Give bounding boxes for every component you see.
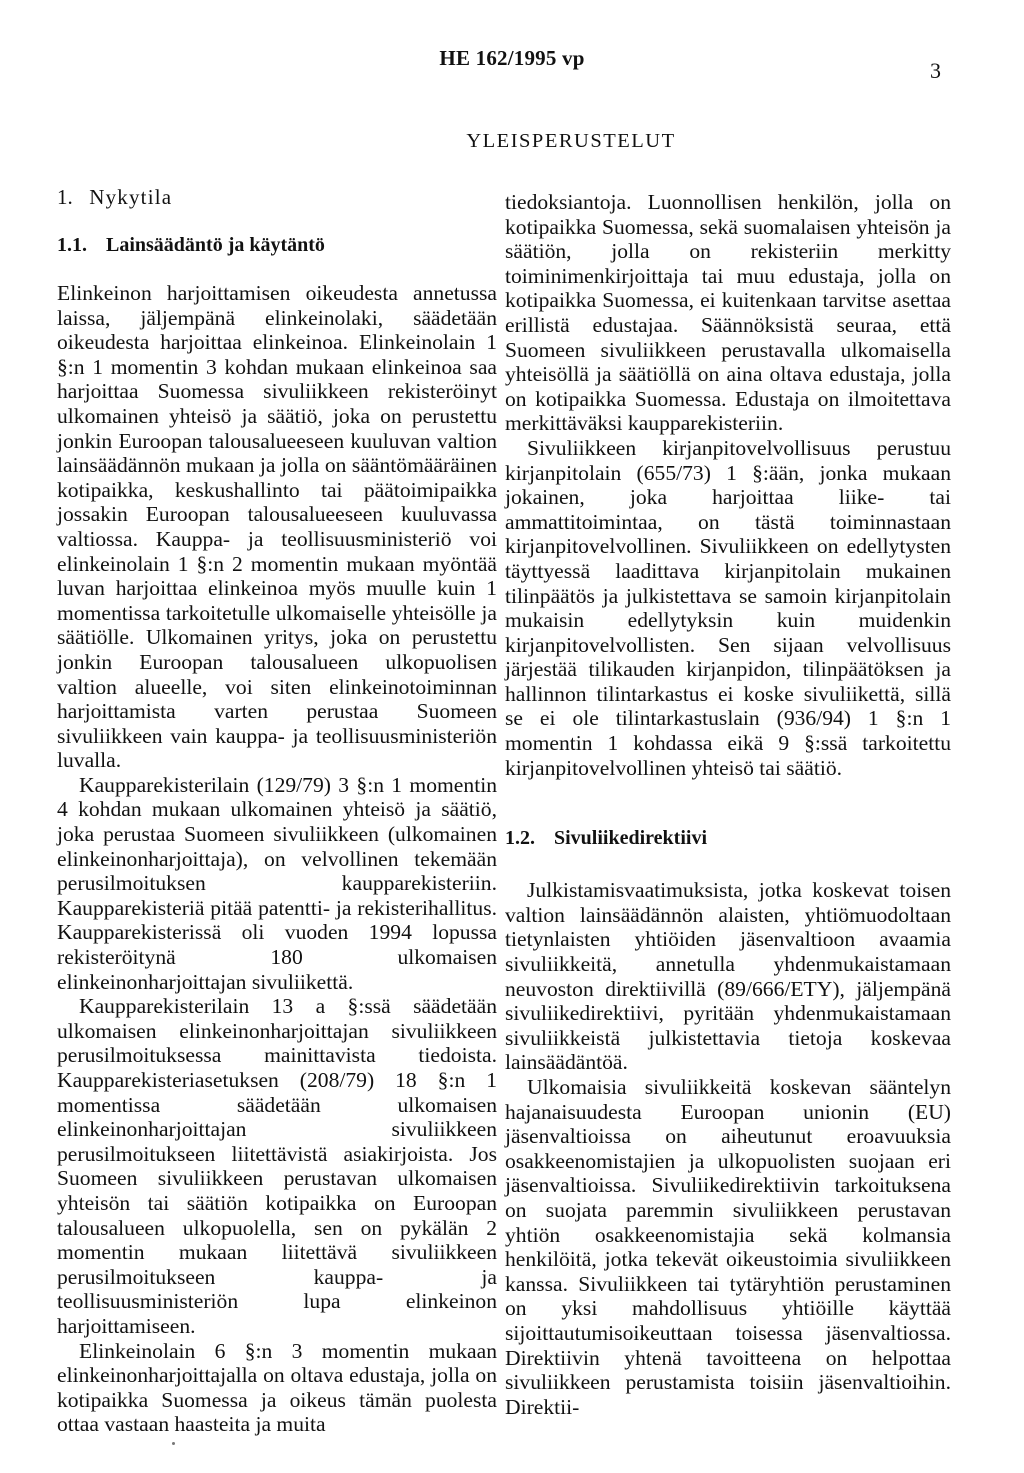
scan-speck bbox=[172, 1442, 175, 1445]
paragraph: Elinkeinon harjoittamisen oikeudesta annetussa laissa, jäljempänä elinkeinolaki, säädetään oikeudesta harjoittaa elinkeinoa. Elinkeinolain 1 §:n 1 momentin 3 kohdan mukaan elinkeinoa saa harjoittaa Suomessa sivuliikkeen rekisteröinyt ulkomainen yhteisö ja säätiö, joka on perustettu jonkin Euroopan talousalueeseen kuuluvan valtion lainsäädännön mukaan ja jolla on sääntömääräinen kotipaikka, keskushallinto tai päätoimipaikka jossakin Euroopan talousalueeseen kuuluvassa valtiossa. Kauppa- ja teollisuusministeriö voi elinkeinolain 1 §:n 2 momentin mukaan myöntää luvan harjoittaa elinkeinoa myös muulle kuin 1 momentissa tarkoitetulle ulkomaiselle yhteisölle ja säätiölle. Ulkomainen yritys, joka on perustettu jonkin Euroopan talousalueen ulkopuolisen valtion alueelle, voi siten elinkeinotoiminnan harjoittamista varten perustaa Suomeen sivuliikkeen vain kauppa- ja teollisuusministeriön luvalla. bbox=[57, 281, 497, 773]
heading-number: 1. bbox=[57, 185, 73, 209]
left-column bbox=[57, 185, 497, 1437]
paragraph: Sivuliikkeen kirjanpitovelvollisuus perustuu kirjanpitolain (655/73) 1 §:ään, jonka mukaan jokainen, joka harjoittaa liike- tai ammattitoimintaa, on tästä toiminnastaan kirjanpitovelvollinen. Sivuliikkeen on edellytysten täyttyessä laadittava kirjanpitolain mukainen tilinpäätös ja julkistettava se samoin kirjanpitolain mukaisin edellytyksin kuin muidenkin kirjanpitovelvollisten. Sen sijaan velvollisuus järjestää tilikauden kirjanpidon, tilinpäätöksen ja hallinnon tilintarkastus ei koske sivuliikettä, sillä se ei ole tilintarkastuslain (936/94) 1 §:n 1 momentin 1 kohdassa eikä 9 §:ssä tarkoitettu kirjanpitovelvollinen yhteisö tai säätiö. bbox=[505, 435, 951, 780]
paragraph: Julkistamisvaatimuksista, jotka koskevat toisen valtion lainsäädännön alaisten, yhtiömuodoltaan tietynlaisten yhtiöiden jäsenvaltioon avaamia sivuliikkeitä, annetulla yhdenmukaistamaan neuvoston direktiivillä (89/666/ETY), jäljempänä sivuliikedirektiivi, pyritään yhdenmukaistamaan sivuliikkeistä julkistettavia tietoja koskevaa lainsäädäntöä. bbox=[505, 878, 951, 1075]
paragraph: Kaupparekisterilain (129/79) 3 §:n 1 momentin 4 kohdan mukaan ulkomainen yhteisö ja säätiö, joka perustaa Suomeen sivuliikkeen (ulkomainen elinkeinonharjoittaja), on velvollinen tekemään perusilmoituksen kaupparekisteriin. Kaupparekisteriä pitää patentti- ja rekisterihallitus. Kaupparekisterissä oli vuoden 1994 lopussa rekisteröitynä 180 ulkomaisen elinkeinonharjoittajan sivuliikettä. bbox=[57, 772, 497, 994]
heading-number: 1.1. bbox=[57, 234, 87, 256]
right-column bbox=[505, 190, 951, 1419]
heading-nykytila bbox=[57, 185, 497, 209]
heading-title: Sivuliikedirektiivi bbox=[554, 827, 707, 850]
heading-sivuliikedirektiivi bbox=[505, 826, 951, 850]
running-head: HE 162/1995 vp bbox=[439, 46, 585, 70]
heading-title: Nykytila bbox=[89, 185, 173, 209]
page-number: 3 bbox=[930, 58, 941, 83]
paragraph: Ulkomaisia sivuliikkeitä koskevan sääntelyn hajanaisuudesta Euroopan unionin (EU) jäsenvaltioissa on aiheutunut eroavuuksia osakkeenomistajien ja ulkopuolisten suojaan eri jäsenvaltioissa. Sivuliikedirektiivin tarkoituksena on suojata paremmin sivuliikkeen perustavan yhtiön osakkeenomistajia sekä kolmansia henkilöitä, jotka tekevät oikeustoimia sivuliikkeen kanssa. Sivuliikkeen tai tytäryhtiön perustaminen on yksi mahdollisuus yhtiöille käyttää sijoittautumisoikeuttaan toisessa jäsenvaltiossa. Direktiivin yhtenä tavoitteena on helpottaa sivuliikkeen perustamista toisiin jäsenvaltioihin. Direktii- bbox=[505, 1075, 951, 1419]
heading-lainsaadanto bbox=[57, 233, 497, 257]
paragraph: Elinkeinolain 6 §:n 3 momentin mukaan elinkeinonharjoittajalla on oltava edustaja, jolla on kotipaikka Suomessa ja oikeus tämän puolesta ottaa vastaan haasteita ja muita bbox=[57, 1338, 497, 1437]
heading-number: 1.2. bbox=[505, 827, 535, 850]
paragraph: Kaupparekisterilain 13 a §:ssä säädetään ulkomaisen elinkeinonharjoittajan sivuliikkeen perusilmoituksessa mainittavista tiedoista. Kaupparekisteriasetuksen (208/79) 18 §:n 1 momentissa säädetään ulkomaisen elinkeinonharjoittajan sivuliikkeen perusilmoitukseen liitettävistä asiakirjoista. Jos Suomeen sivuliikkeen perustavan ulkomaisen yhteisön tai säätiön kotipaikka on Euroopan talousalueen ulkopuolella, sen on pykälän 2 momentin mukaan liitettävä sivuliikkeen perusilmoitukseen kauppa- ja teollisuusministeriön lupa elinkeinon harjoittamiseen. bbox=[57, 994, 497, 1338]
heading-title: Lainsäädäntö ja käytäntö bbox=[106, 234, 325, 256]
paragraph: tiedoksiantoja. Luonnollisen henkilön, jolla on kotipaikka Suomessa, sekä suomalaisen yhteisön ja säätiön, jolla on rekisteriin merkitty toiminimenkirjoittaja tai muu edustaja, jolla on kotipaikka Suomessa, ei kuitenkaan tarvitse asettaa erillistä edustajaa. Säännöksistä seuraa, että Suomeen sivuliikkeen perustavalla ulkomaisella yhteisöllä ja säätiöllä on aina oltava edustaja, jolla on kotipaikka Suomessa. Edustaja on ilmoitettava merkittäväksi kaupparekisteriin. bbox=[505, 190, 951, 436]
section-title: YLEISPERUSTELUT bbox=[466, 130, 676, 152]
